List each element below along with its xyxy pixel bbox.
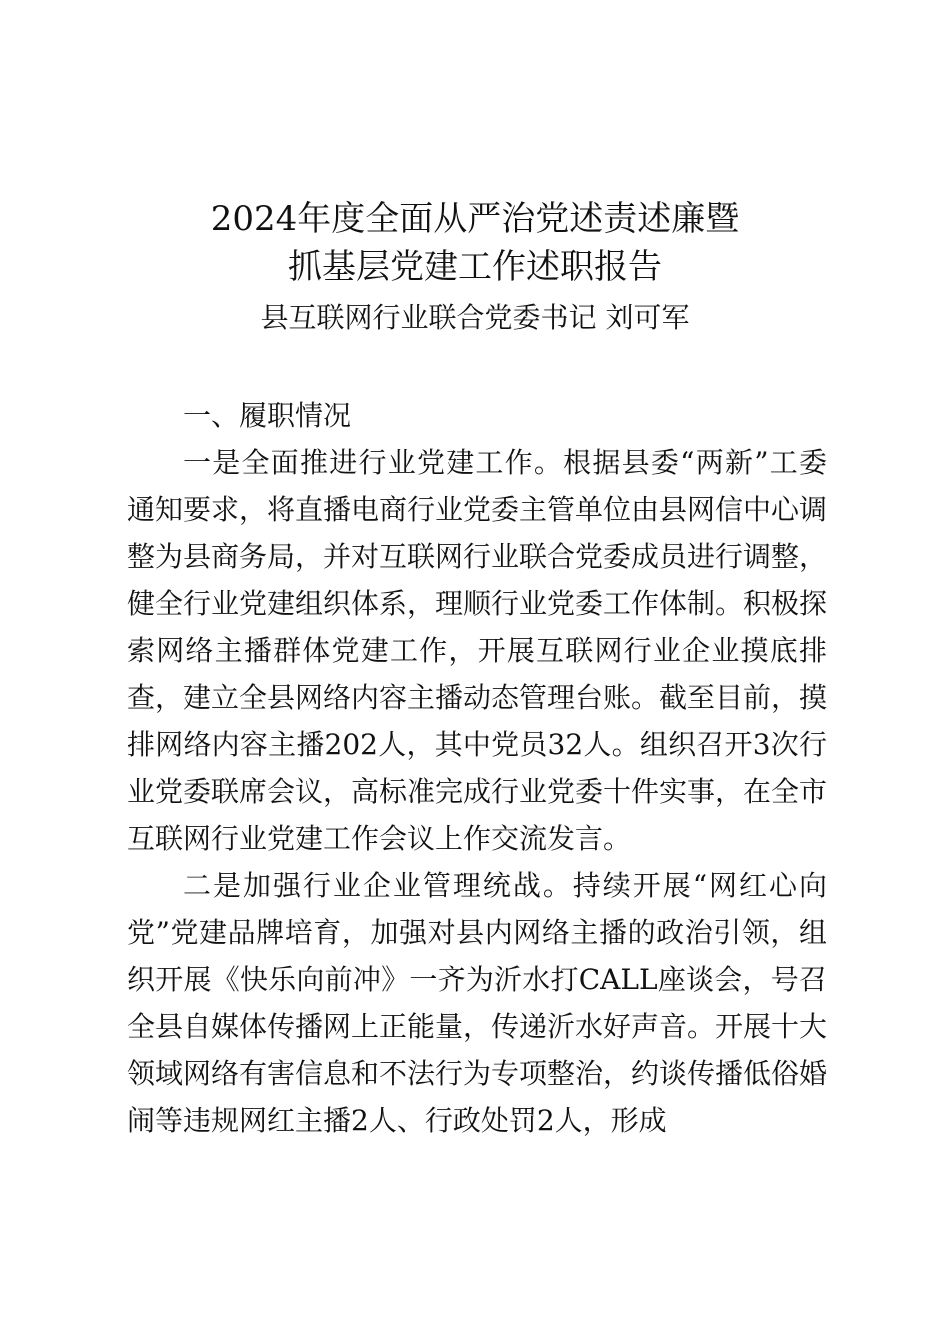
document-title-line-2: 抓基层党建工作述职报告 [288, 247, 662, 287]
paragraph-1: 一是全面推进行业党建工作。根据县委“两新”工委通知要求，将直播电商行业党委主管单位由县网信中心调整为县商务局，并对互联网行业联合党委成员进行调整，健全行业党建组织体系，理顺行业党委工作体制。积极探索网络主播群体党建工作，开展互联网行业企业摸底排查，建立全县网络内容主播动态管理台账。截至目前，摸排网络内容主播202人，其中党员32人。组织召开3次行业党委联席会议，高标准完成行业党委十件实事，在全市互联网行业党建工作会议上作交流发言。 [127, 446, 828, 855]
document-body [127, 392, 827, 1144]
paragraph-2: 二是加强行业企业管理统战。持续开展“网红心向党”党建品牌培育，加强对县内网络主播的政治引领，组织开展《快乐向前冲》一齐为沂水打CALL座谈会，号召全县自媒体传播网上正能量，传递沂水好声音。开展十大领域网络有害信息和不法行为专项整治，约谈传播低俗婚闹等违规网红主播2人、行政处罚2人，形成 [127, 869, 828, 1137]
section-heading: 一、履职情况 [183, 399, 352, 432]
document-author-line: 县互联网行业联合党委书记 刘可军 [260, 301, 690, 334]
document-title-line-1: 2024年度全面从严治党述责述廉暨 [210, 199, 740, 239]
